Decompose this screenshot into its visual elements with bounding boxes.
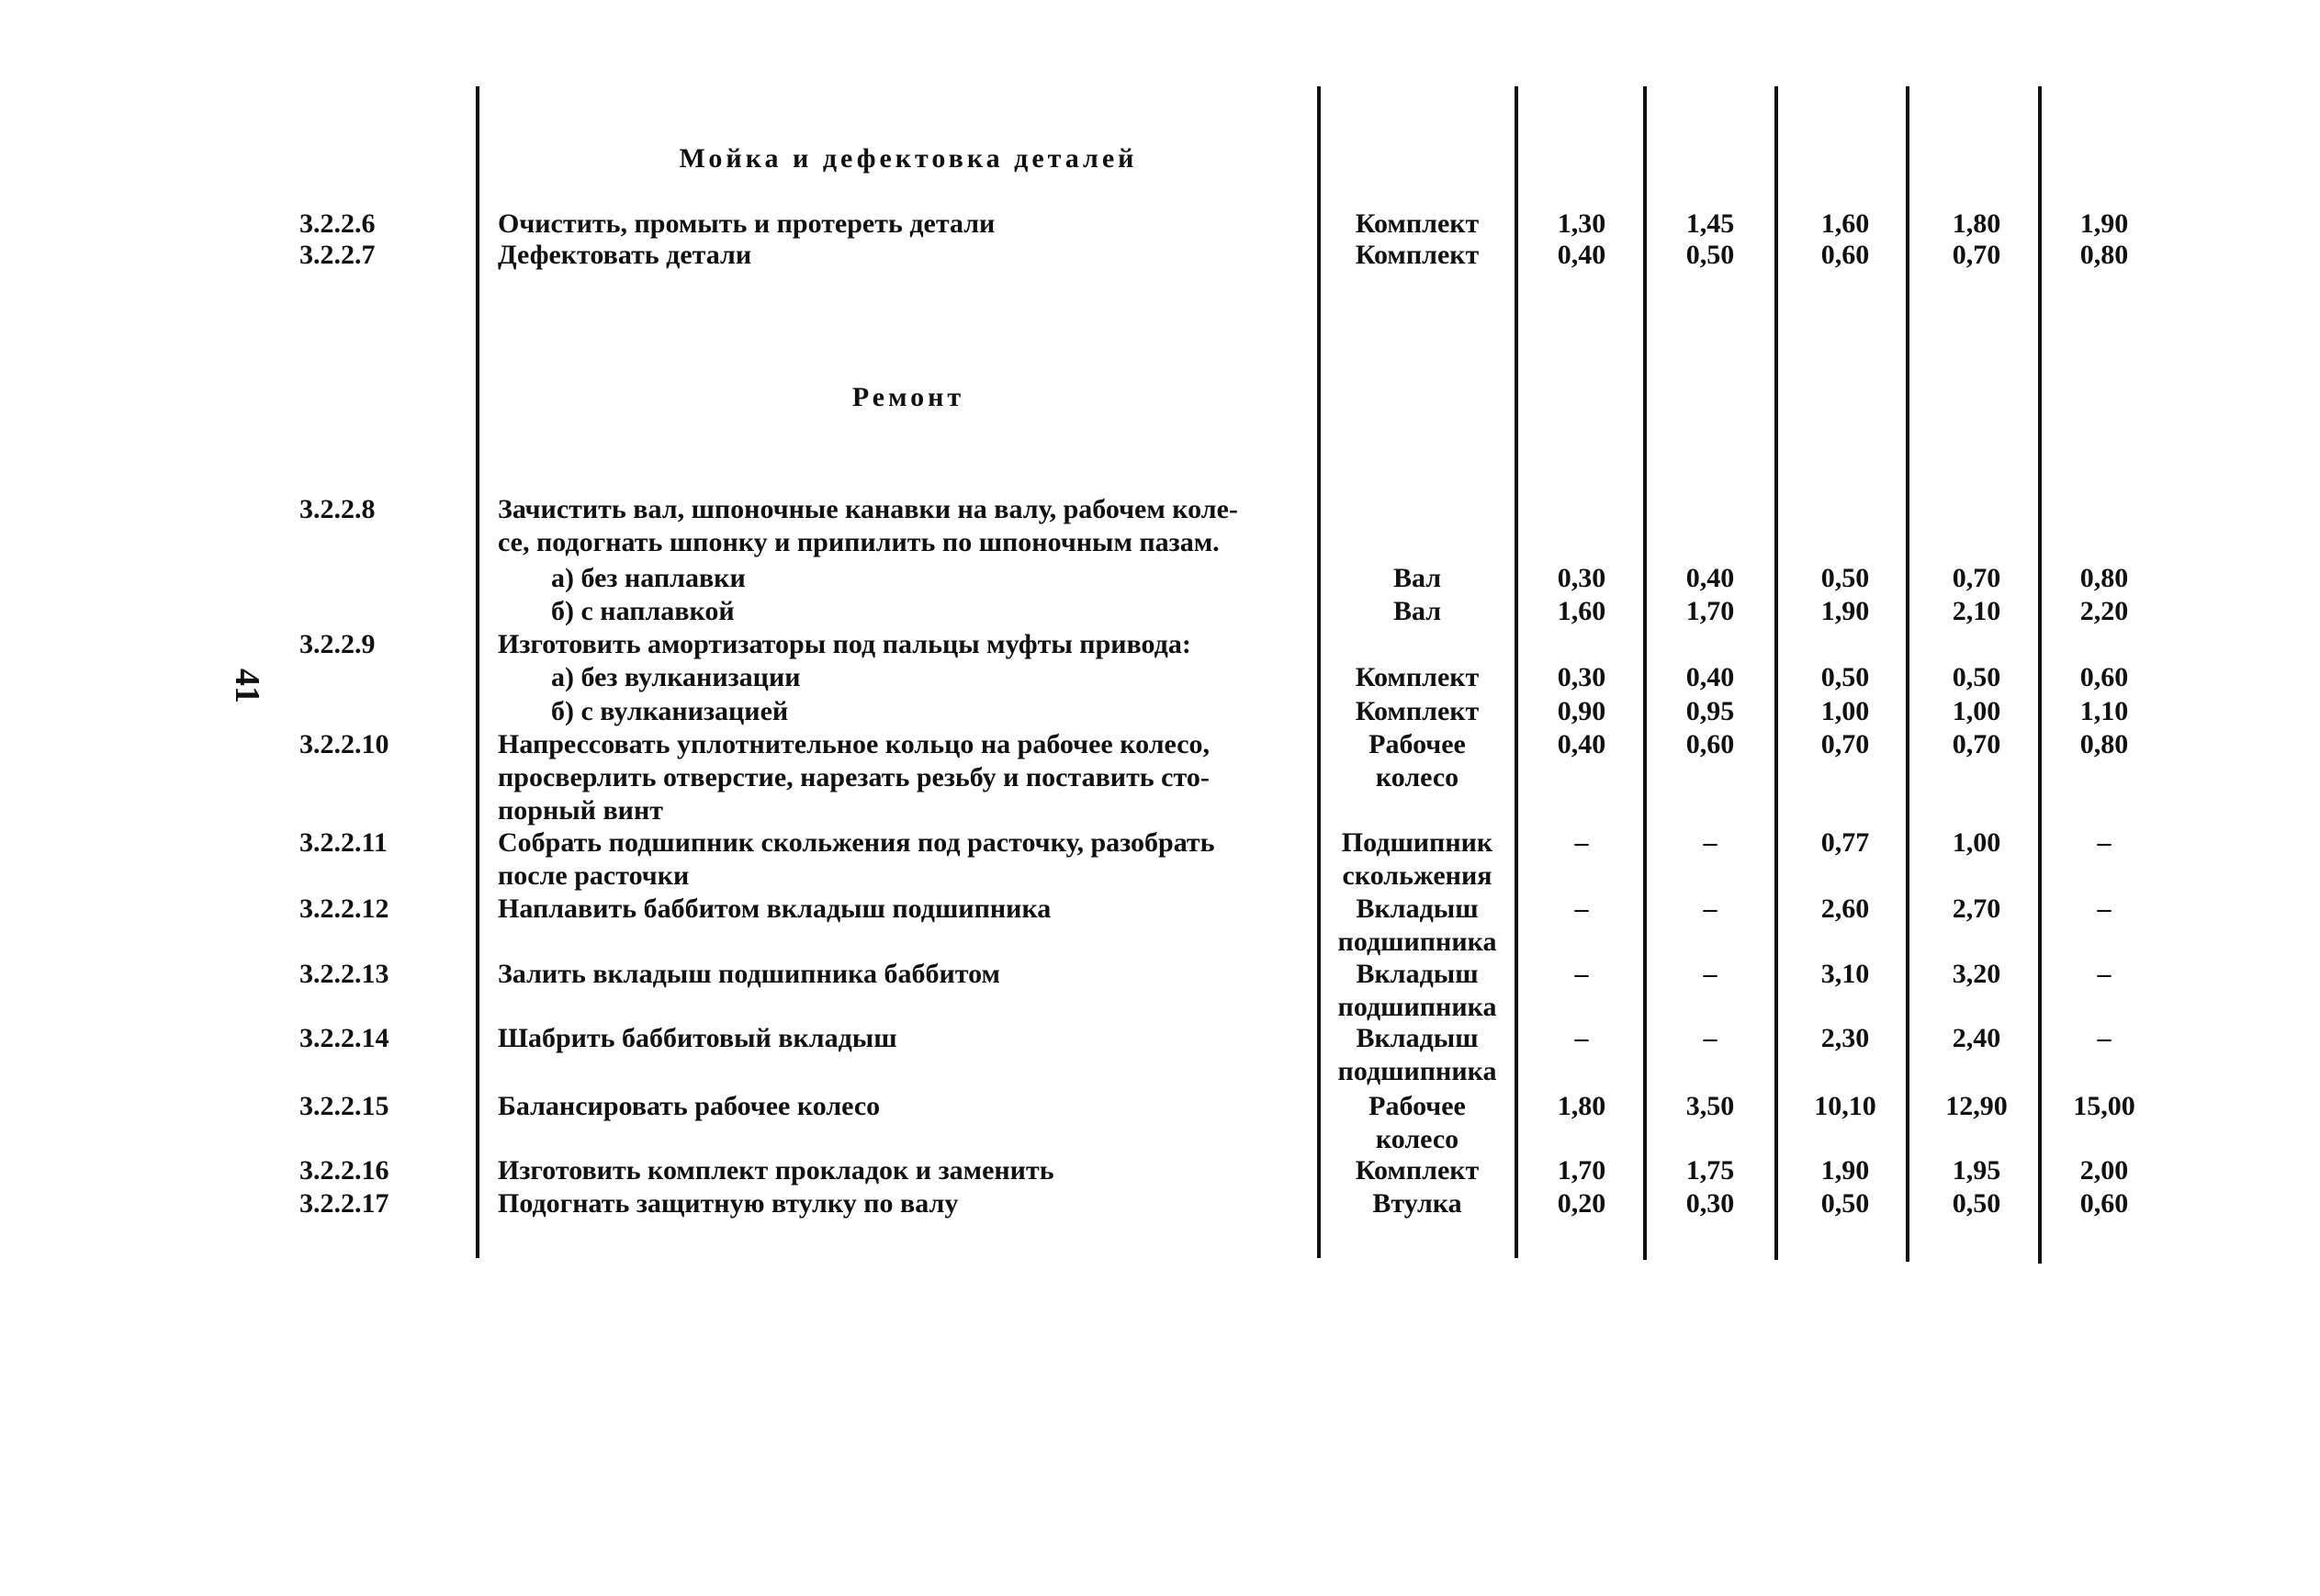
item-description: после расточки xyxy=(498,860,690,891)
item-unit: колесо xyxy=(1375,1124,1459,1154)
item-description: б) с наплавкой xyxy=(551,596,735,626)
item-description: Изготовить амортизаторы под пальцы муфты привода: xyxy=(498,629,1191,659)
norm-value: 0,40 xyxy=(1685,563,1735,593)
norm-value: 3,10 xyxy=(1820,959,1870,989)
item-unit: Вкладыш xyxy=(1356,959,1479,989)
item-unit: скольжения xyxy=(1342,860,1492,891)
norm-value: 2,20 xyxy=(2079,596,2129,626)
norm-value: 0,50 xyxy=(1952,1188,2001,1219)
norm-value: – xyxy=(2097,1023,2112,1053)
item-code: 3.2.2.10 xyxy=(299,729,389,759)
norm-value: – xyxy=(2097,959,2112,989)
norm-value: – xyxy=(1574,1023,1589,1053)
norm-value: 0,60 xyxy=(1820,240,1870,270)
norm-value: 0,60 xyxy=(1685,729,1735,759)
item-code: 3.2.2.6 xyxy=(299,208,376,239)
column-rule xyxy=(476,86,479,1258)
norm-value: 1,80 xyxy=(1557,1091,1606,1121)
item-description: Шабрить баббитовый вкладыш xyxy=(498,1023,897,1053)
norm-value: 0,50 xyxy=(1820,662,1870,692)
item-description: Дефектовать детали xyxy=(498,240,752,270)
norm-value: 0,50 xyxy=(1820,1188,1870,1219)
norm-value: 0,70 xyxy=(1952,240,2001,270)
norm-value: – xyxy=(1574,959,1589,989)
section-heading: Ремонт xyxy=(851,382,965,412)
item-code: 3.2.2.7 xyxy=(299,240,376,270)
item-unit: подшипника xyxy=(1337,992,1497,1022)
item-unit: Рабочее xyxy=(1368,729,1466,759)
item-unit: Втулка xyxy=(1372,1188,1462,1219)
item-description: Подогнать защитную втулку по валу xyxy=(498,1188,959,1219)
norm-value: 0,60 xyxy=(2079,662,2129,692)
norm-value: 0,50 xyxy=(1952,662,2001,692)
item-description: б) с вулканизацией xyxy=(551,696,789,726)
column-rule xyxy=(2038,86,2042,1264)
norm-value: 1,10 xyxy=(2079,696,2129,726)
column-rule xyxy=(1515,86,1518,1258)
norm-value: 0,80 xyxy=(2079,729,2129,759)
norm-value: 15,00 xyxy=(2073,1091,2135,1121)
norm-value: 0,77 xyxy=(1820,827,1870,858)
norm-value: 0,90 xyxy=(1557,696,1606,726)
norm-value: – xyxy=(2097,827,2112,858)
item-unit: подшипника xyxy=(1337,927,1497,957)
norm-value: 1,80 xyxy=(1952,208,2001,239)
item-description: Зачистить вал, шпоночные канавки на валу, рабочем коле- xyxy=(498,494,1238,524)
norm-value: 1,90 xyxy=(1820,1155,1870,1186)
norm-value: 12,90 xyxy=(1945,1091,2008,1121)
norm-value: 0,70 xyxy=(1820,729,1870,759)
item-code: 3.2.2.8 xyxy=(299,494,376,524)
item-unit: Комплект xyxy=(1355,240,1480,270)
item-code: 3.2.2.14 xyxy=(299,1023,389,1053)
item-description: Очистить, промыть и протереть детали xyxy=(498,208,996,239)
item-description: а) без вулканизации xyxy=(551,662,801,692)
item-code: 3.2.2.9 xyxy=(299,629,376,659)
item-unit: Вал xyxy=(1392,596,1442,626)
norm-value: 2,70 xyxy=(1952,894,2001,924)
norm-value: 3,50 xyxy=(1685,1091,1735,1121)
norm-value: 0,95 xyxy=(1685,696,1735,726)
norm-value: 1,30 xyxy=(1557,208,1606,239)
item-description: Залить вкладыш подшипника баббитом xyxy=(498,959,1000,989)
item-description: Изготовить комплект прокладок и заменить xyxy=(498,1155,1054,1186)
item-unit: Комплект xyxy=(1355,208,1480,239)
norm-value: 2,30 xyxy=(1820,1023,1870,1053)
norm-value: 1,45 xyxy=(1685,208,1735,239)
norm-value: 1,00 xyxy=(1952,827,2001,858)
item-description: порный винт xyxy=(498,795,663,826)
norm-value: 3,20 xyxy=(1952,959,2001,989)
item-description: Балансировать рабочее колесо xyxy=(498,1091,881,1121)
item-unit: Комплект xyxy=(1355,696,1480,726)
norm-value: – xyxy=(1703,827,1717,858)
norm-value: 1,90 xyxy=(1820,596,1870,626)
item-description: Собрать подшипник скольжения под расточку, разобрать xyxy=(498,827,1215,858)
section-heading: Мойка и дефектовка деталей xyxy=(679,143,1138,174)
item-description: Наплавить баббитом вкладыш подшипника xyxy=(498,894,1052,924)
item-description: а) без наплавки xyxy=(551,563,746,593)
norm-value: 0,80 xyxy=(2079,563,2129,593)
item-code: 3.2.2.17 xyxy=(299,1188,389,1219)
norm-value: 1,00 xyxy=(1820,696,1870,726)
norm-value: 10,10 xyxy=(1814,1091,1876,1121)
norm-value: 1,75 xyxy=(1685,1155,1735,1186)
norm-value: 0,50 xyxy=(1820,563,1870,593)
norm-value: 1,90 xyxy=(2079,208,2129,239)
item-unit: подшипника xyxy=(1337,1056,1497,1086)
norm-value: 0,30 xyxy=(1557,662,1606,692)
norm-value: 0,30 xyxy=(1557,563,1606,593)
norm-value: – xyxy=(1574,827,1589,858)
item-unit: Вкладыш xyxy=(1356,894,1479,924)
norm-value: 0,70 xyxy=(1952,563,2001,593)
norm-value: – xyxy=(1703,894,1717,924)
norm-value: 1,60 xyxy=(1820,208,1870,239)
norm-value: 0,40 xyxy=(1557,729,1606,759)
norm-value: 0,50 xyxy=(1685,240,1735,270)
item-unit: Комплект xyxy=(1355,662,1480,692)
norm-value: – xyxy=(1703,1023,1717,1053)
item-unit: Вал xyxy=(1392,563,1442,593)
item-code: 3.2.2.16 xyxy=(299,1155,389,1186)
item-code: 3.2.2.12 xyxy=(299,894,389,924)
column-rule xyxy=(1774,86,1778,1260)
item-description: просверлить отверстие, нарезать резьбу и поставить сто- xyxy=(498,762,1210,792)
page-number: 41 xyxy=(228,669,266,703)
norm-value: 2,40 xyxy=(1952,1023,2001,1053)
norm-value: – xyxy=(1574,894,1589,924)
norm-value: – xyxy=(2097,894,2112,924)
norm-value: 2,60 xyxy=(1820,894,1870,924)
norm-value: 1,70 xyxy=(1557,1155,1606,1186)
column-rule xyxy=(1906,86,1909,1262)
norm-value: 0,30 xyxy=(1685,1188,1735,1219)
norm-value: 0,20 xyxy=(1557,1188,1606,1219)
item-description: Напрессовать уплотнительное кольцо на рабочее колесо, xyxy=(498,729,1211,759)
norm-value: 2,00 xyxy=(2079,1155,2129,1186)
item-code: 3.2.2.11 xyxy=(299,827,388,858)
norm-value: 0,40 xyxy=(1557,240,1606,270)
norm-value: 1,70 xyxy=(1685,596,1735,626)
norm-value: 1,95 xyxy=(1952,1155,2001,1186)
norm-value: 2,10 xyxy=(1952,596,2001,626)
norm-value: 0,40 xyxy=(1685,662,1735,692)
norm-value: – xyxy=(1703,959,1717,989)
norm-value: 0,60 xyxy=(2079,1188,2129,1219)
norm-value: 1,60 xyxy=(1557,596,1606,626)
norm-value: 1,00 xyxy=(1952,696,2001,726)
item-unit: Комплект xyxy=(1355,1155,1480,1186)
item-description: се, подогнать шпонку и припилить по шпоночным пазам. xyxy=(498,527,1220,557)
norm-value: 0,80 xyxy=(2079,240,2129,270)
item-unit: Вкладыш xyxy=(1356,1023,1479,1053)
norm-value: 0,70 xyxy=(1952,729,2001,759)
item-code: 3.2.2.15 xyxy=(299,1091,389,1121)
item-unit: Подшипник xyxy=(1341,827,1493,858)
item-unit: Рабочее xyxy=(1368,1091,1466,1121)
item-unit: колесо xyxy=(1375,762,1459,792)
item-code: 3.2.2.13 xyxy=(299,959,389,989)
column-rule xyxy=(1643,86,1647,1260)
